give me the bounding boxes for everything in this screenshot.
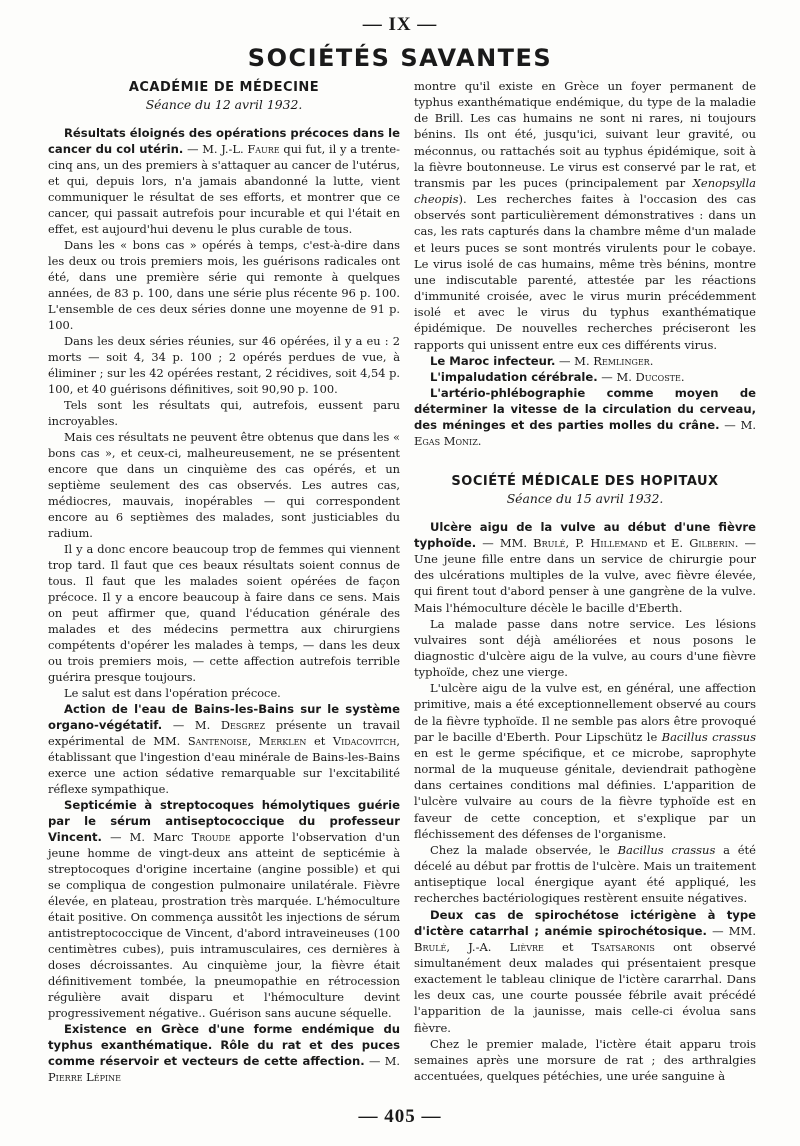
article-brule-spirochetose: Deux cas de spirochétose ictérigène à type d'ictère catarrhal ; anémie spirochétosique. — MM. Brulé, J.-A. Lièvre et Tsatsaronis ont observé simultanément deux malades qui présentaient presque exactement le tableau clinique de l'ictère cararrhal. Dans les deux cas, une courte poussée fébrile avait précédé l'apparition de la jaunisse, mais celle-ci évolua sans fièvre. [414, 907, 756, 1035]
author-name: Pierre Lépine [48, 1070, 121, 1084]
article-title: Ulcère aigu de la vulve au début d'une fièvre typhoïde. [414, 519, 756, 550]
article-title: Action de l'eau de Bains-les-Bains sur le système organo-végétatif. [48, 702, 400, 732]
paragraph: Le salut est dans l'opération précoce. [64, 686, 281, 700]
author-name: Egas Moniz [414, 434, 478, 449]
left-column [48, 78, 400, 1085]
paragraph: Il y a donc encore beaucoup trop de femmes qui viennent trop tard. Il faut que ces beaux résultats soient connus de tous. Il faut que les malades soient opérées de façon précoce. Il y a encore beaucoup à faire dans ce sens. Mais on peut affirmer que, quand l'éducation générale des malades et des médecins permettra aux chirurgiens compétents d'opérer les malades à temps, — dans les deux ou trois premiers mois, — cette affection autrefois terrible guérira presque toujours. [48, 542, 400, 684]
article-title: L'artério-phlébographie comme moyen de déterminer la vitesse de la circulation du cerveau, des méninges et des parties molles du crâne. [414, 385, 756, 433]
article-desgrez: Action de l'eau de Bains-les-Bains sur le système organo-végétatif. — M. Desgrez présente un travail expérimental de MM. Santenoise, Merklen et Vidacovitch, établissant que l'ingestion d'eau minérale de Bains-les-Bains exerce une action sédative remarquable sur l'excitabilité réflexe sympathique. [48, 702, 400, 796]
right-column [414, 78, 756, 1084]
paragraph: Dans les deux séries réunies, sur 46 opérées, il y a eu : 2 morts — soit 4, 34 p. 100 ; 2 opérés perdues de vue, à éliminer ; sur les 42 opérées restant, 2 récidives, soit 4,54 p. 100, et 40 guérisons définitives, soit 90,90 p. 100. [48, 334, 400, 396]
author-name: Remlinger [593, 353, 650, 368]
article-lepine-continued: montre qu'il existe en Grèce un foyer permanent de typhus exanthématique endémique, du type de la maladie de Brill. Les cas humains ne sont ni rares, ni toujours bénins. Ils ont été, jusqu'ici, suivant leur gravité, ou méconnus, ou rattachés soit au typhus épidémique, soit à la fièvre boutonneuse. Le virus est conservé par le rat, et transmis par les puces (principalement par Xenopsylla cheopis). Les recherches faites à l'occasion des cas observés sont particulièrement démonstratives : dans un cas, les rats capturés dans la chambre même d'un malade et leurs puces se sont montrés virulents pour le cobaye. Le virus isolé de cas humains, même très bénins, montre une indiscutable parenté, attestée par les réactions d'immunité croisée, avec le virus murin précédemment isolé et avec le virus du typhus exanthématique épidémique. De nouvelles recherches préciseront les rapports qui unissent entre eux ces différents virus. [414, 79, 756, 352]
article-ducoste: L'impaludation cérébrale. — M. Ducoste. [430, 369, 685, 384]
author-name: Brulé [414, 939, 447, 954]
paragraph: Dans les « bons cas » opérés à temps, c'est-à-dire dans les deux ou trois premiers mois, les guérisons radicales ont été, dans une première série qui remonte à quelques années, de 83 p. 100, dans une série plus récente 96 p. 100. L'ensemble de ces deux séries donne une moyenne de 91 p. 100. [48, 238, 400, 332]
article-lepine: Existence en Grèce d'une forme endémique du typhus exanthématique. Rôle du rat et des puces comme réservoir et vecteurs de cette affection. — M. Pierre Lépine [48, 1022, 400, 1084]
species-name: Bacillus crassus [661, 729, 756, 744]
article-egas-moniz: L'artério-phlébographie comme moyen de déterminer la vitesse de la circulation du cerveau, des méninges et des parties molles du crâne. — M. Egas Moniz. [414, 385, 757, 449]
paragraph: Tels sont les résultats qui, autrefois, eussent paru incroyables. [48, 398, 400, 428]
paragraph: L'ulcère aigu de la vulve est, en général, une affection primitive, mais a été exceptionnellement observé au cours de la fièvre typhoïde. Il ne semble pas alors être provoqué par le bacille d'Eberth. Pour Lipschütz le Bacillus crassus en est le germe spécifique, et ce microbe, saprophyte normal de la muqueuse génitale, deviendrait pathogène dans certaines conditions mal définies. L'apparition de l'ulcère vulvaire au cours de la fièvre typhoïde est en faveur de cette conception, et s'explique par un fléchissement des défenses de l'organisme. [414, 681, 756, 841]
article-title: Septicémie à streptocoques hémolytiques guérie par le sérum antiseptococcique du professeur Vincent. [48, 798, 400, 844]
page-number: — 405 — [358, 1106, 442, 1127]
article-title: Deux cas de spirochétose ictérigène à type d'ictère catarrhal ; anémie spirochétosique. [414, 907, 756, 938]
section-title-academie: ACADÉMIE DE MÉDECINE [128, 80, 320, 95]
paragraph: La malade passe dans notre service. Les lésions vulvaires sont déjà améliorées et nous posons le diagnostic d'ulcère aigu de la vulve, au cours d'une fièvre typhoïde, chez une vierge. [414, 616, 756, 680]
seance-date-academie: Séance du 12 avril 1932. [145, 97, 303, 112]
species-name: Bacillus crassus [617, 842, 716, 857]
article-title: L'impaludation cérébrale. [430, 369, 598, 384]
paragraph: Chez la malade observée, le Bacillus crassus a été décelé au début par frottis de l'ulcère. Mais un traitement antiseptique local énergique ayant été appliqué, les recherches bactériologiques restèrent ensuite négatives. [414, 842, 756, 906]
author-name: Troude [191, 830, 231, 844]
article-brule-ulcere: Ulcère aigu de la vulve au début d'une fièvre typhoïde. — MM. Brulé, P. Hillemand et E. Gilberin. — Une jeune fille entre dans un service de chirurgie pour des ulcérations multiples de la vulve, avec fièvre élevée, qui firent tout d'abord penser à une gangrène de la vulve. Mais l'hémoculture décèle le bacille d'Eberth. [414, 519, 756, 615]
article-troude: Septicémie à streptocoques hémolytiques guérie par le sérum antiseptococcique du professeur Vincent. — M. Marc Troude apporte l'observation d'un jeune homme de vingt-deux ans atteint de septicémie à streptocoques d'origine incertaine (angine possible) et qui se compliqua de congestion pulmonaire unilatérale. Fièvre élevée, en plateau, prostration très marquée. L'hémoculture était positive. On commença aussitôt les injections de sérum antistreptococcique de Vincent, d'abord intraveineuses (100 centimètres cubes), puis intramusculaires, ces dernières à doses décroissantes. Au cinquième jour, la fièvre était définitivement tombée, la pneumopathie en rétrocession régulière avait disparu et l'hémoculture devint progressivement négative.. Guérison sans aucune séquelle. [48, 798, 401, 1020]
article-faure: Résultats éloignés des opérations précoces dans le cancer du col utérin. — M. J.-L. Faure qui fut, il y a trente-cinq ans, un des premiers à s'attaquer au cancer de l'utérus, et qui, depuis lors, n'a jamais abandonné la lutte, vient communiquer le résultat de ses efforts, et montrer que ce cancer, qui passait autrefois pour incurable et qui l'était en effet, est aujourd'hui devenu le plus curable de tous. [48, 126, 401, 236]
author-name: Desgrez [220, 718, 266, 732]
article-remlinger: Le Maroc infecteur. — M. Remlinger. [430, 353, 654, 368]
article-title: Le Maroc infecteur. [430, 353, 556, 368]
paragraph: Mais ces résultats ne peuvent être obtenus que dans les « bons cas », et ceux-ci, malheureusement, ne se présentent encore que dans un cinquième des cas opérés, et un septième seulement des cas observés. Les autres cas, médiocres, mauvais, inopérables — qui correspondent encore au 6 septièmes des malades, sont justiciables du radium. [48, 430, 400, 540]
author-name: Ducoste [635, 369, 681, 384]
article-title: Résultats éloignés des opérations précoces dans le cancer du col utérin. [48, 126, 400, 156]
section-title-hopitaux: SOCIÉTÉ MÉDICALE DES HOPITAUX [451, 473, 719, 489]
article-title: Existence en Grèce d'une forme endémique du typhus exanthématique. Rôle du rat et des puces comme réservoir et vecteurs de cette affection. [48, 1022, 400, 1068]
author-name: Brulé [533, 535, 566, 550]
page-title: SOCIÉTÉS SAVANTES [247, 44, 553, 72]
species-name: Xenopsylla cheopis [414, 175, 756, 207]
author-name: Faure [247, 142, 280, 156]
seance-date-hopitaux: Séance du 15 avril 1932. [506, 490, 664, 506]
page-roman-number: — IX — [362, 14, 438, 35]
paragraph: Chez le premier malade, l'ictère était apparu trois semaines après une morsure de rat ; des arthralgies accentuées, quelques pétéchies, une urée sanguine à [414, 1036, 756, 1084]
